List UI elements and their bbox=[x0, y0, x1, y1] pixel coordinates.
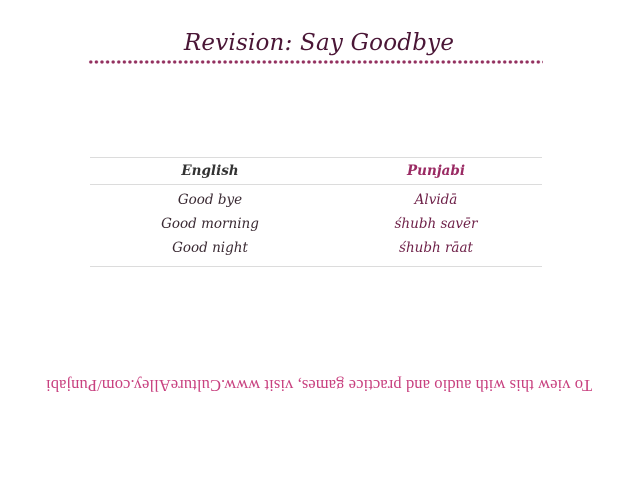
dotted-divider bbox=[88, 59, 543, 65]
table-header-row bbox=[90, 158, 542, 185]
english-cell: Good night bbox=[172, 240, 248, 256]
footer-note: To view this with audio and practice games, visit www.CultureAlley.com/Punjabi bbox=[45, 376, 593, 395]
column-header-english: English bbox=[181, 163, 239, 179]
table-row bbox=[90, 236, 542, 260]
table-row bbox=[90, 212, 542, 236]
slide-title: Revision: Say Goodbye bbox=[183, 30, 455, 56]
punjabi-cell: Alvidā bbox=[414, 192, 458, 208]
column-header-punjabi: Punjabi bbox=[407, 163, 465, 179]
english-cell: Good bye bbox=[177, 192, 243, 208]
vocabulary-table bbox=[90, 157, 542, 267]
english-cell: Good morning bbox=[161, 216, 259, 232]
punjabi-cell: śhubh savēr bbox=[394, 216, 478, 232]
punjabi-cell: śhubh rāat bbox=[399, 240, 473, 256]
table-row bbox=[90, 188, 542, 212]
